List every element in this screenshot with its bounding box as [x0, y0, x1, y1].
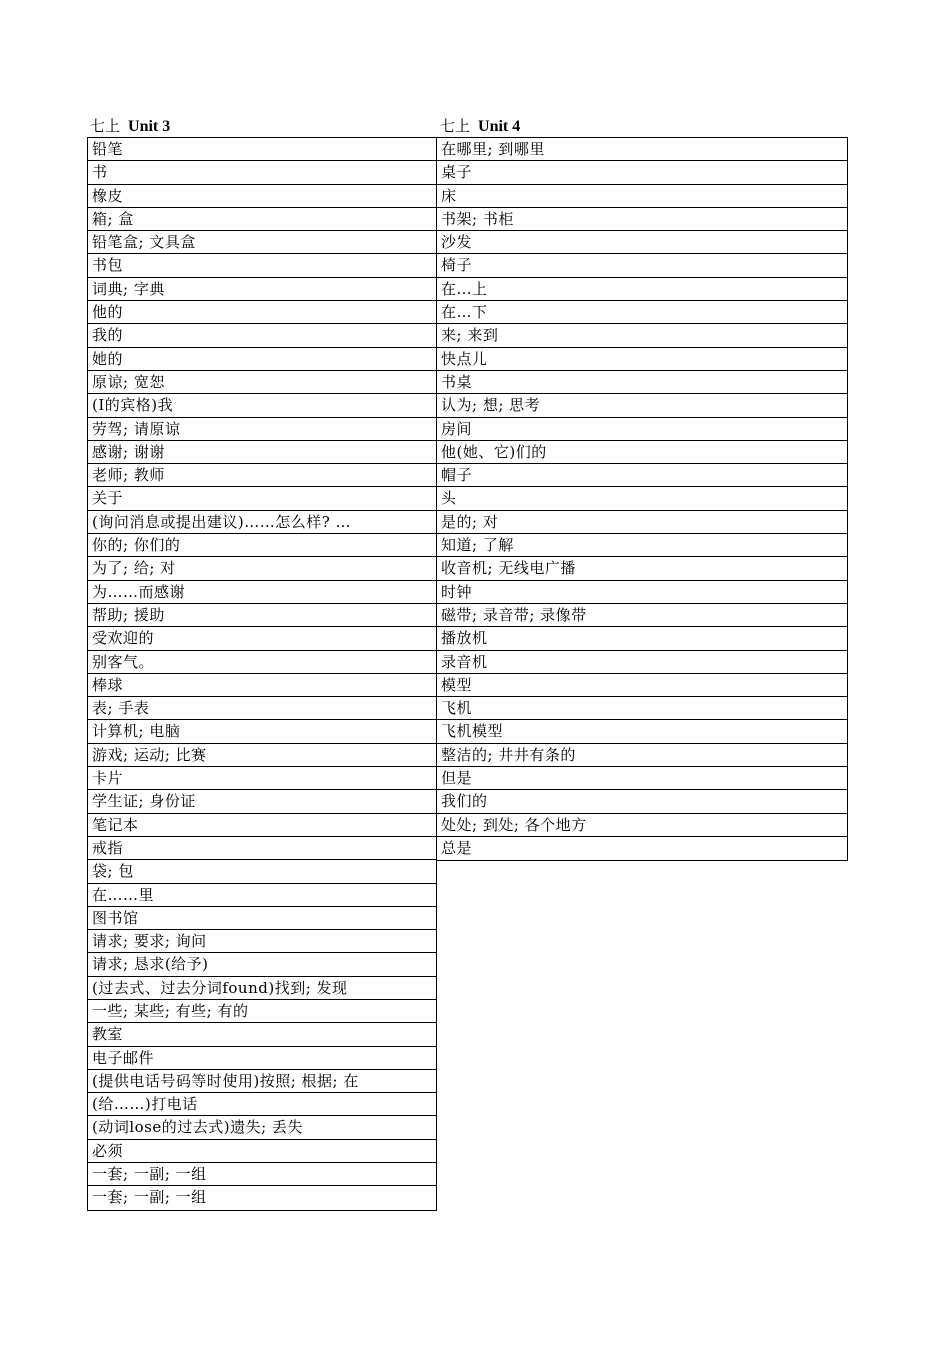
table-row: 表; 手表 — [88, 697, 436, 720]
table-row: 教室 — [88, 1023, 436, 1046]
table-row: 来; 来到 — [437, 324, 847, 347]
table-row: 知道; 了解 — [437, 534, 847, 557]
table-row: 橡皮 — [88, 185, 436, 208]
table-row: 游戏; 运动; 比赛 — [88, 744, 436, 767]
table-row: (I的宾格)我 — [88, 394, 436, 417]
table-row: 快点儿 — [437, 348, 847, 371]
table-row: 关于 — [88, 487, 436, 510]
table-row: 录音机 — [437, 651, 847, 674]
table-row: 感谢; 谢谢 — [88, 441, 436, 464]
table-row: 时钟 — [437, 581, 847, 604]
unit4-grade: 七上 — [440, 117, 471, 135]
table-row: (提供电话号码等时使用)按照; 根据; 在 — [88, 1070, 436, 1093]
table-row: 袋; 包 — [88, 860, 436, 883]
table-row: 请求; 要求; 询问 — [88, 930, 436, 953]
table-row: 一套; 一副; 一组 — [92, 1188, 207, 1207]
table-row: 认为; 想; 思考 — [437, 394, 847, 417]
table-row: (询问消息或提出建议)……怎么样? … — [88, 511, 436, 534]
table-row: 模型 — [437, 674, 847, 697]
table-row: 播放机 — [437, 627, 847, 650]
unit4-title: Unit 4 — [478, 118, 521, 135]
unit3-title: Unit 3 — [128, 118, 171, 135]
unit3-header — [87, 114, 437, 137]
table-row: 飞机 — [437, 697, 847, 720]
table-row: 劳驾; 请原谅 — [88, 418, 436, 441]
table-row: 戒指 — [88, 837, 436, 860]
table-row: 卡片 — [88, 767, 436, 790]
table-row: 头 — [437, 487, 847, 510]
table-row: 他的 — [88, 301, 436, 324]
unit4-vocab-table — [436, 137, 848, 861]
table-row: 书桌 — [437, 371, 847, 394]
table-row: 书包 — [88, 254, 436, 277]
unit4-column — [437, 114, 848, 861]
table-row: 磁带; 录音带; 录像带 — [437, 604, 847, 627]
table-row: 整洁的; 井井有条的 — [437, 744, 847, 767]
table-row: 书架; 书柜 — [437, 208, 847, 231]
table-row: 箱; 盒 — [88, 208, 436, 231]
table-row: 电子邮件 — [88, 1047, 436, 1070]
table-row: 房间 — [437, 418, 847, 441]
table-row: 为……而感谢 — [88, 581, 436, 604]
table-row: 笔记本 — [88, 814, 436, 837]
table-row: 受欢迎的 — [88, 627, 436, 650]
table-row: 老师; 教师 — [88, 464, 436, 487]
table-row: (给……)打电话 — [88, 1093, 436, 1116]
table-row: (过去式、过去分词found)找到; 发现 — [88, 977, 436, 1000]
table-row: 铅笔 — [88, 138, 436, 161]
unit3-column — [87, 114, 437, 1211]
unit3-grade: 七上 — [90, 117, 121, 135]
table-row: 请求; 恳求(给予) — [88, 953, 436, 976]
table-row: 帽子 — [437, 464, 847, 487]
table-row: 为了; 给; 对 — [88, 557, 436, 580]
table-row: 你的; 你们的 — [88, 534, 436, 557]
table-row: 学生证; 身份证 — [88, 790, 436, 813]
table-row: 一套; 一副; 一组 — [88, 1163, 436, 1186]
table-row: 她的 — [88, 348, 436, 371]
table-row: 原谅; 宽恕 — [88, 371, 436, 394]
table-row: 别客气。 — [88, 651, 436, 674]
table-row: 是的; 对 — [437, 511, 847, 534]
table-row: 床 — [437, 185, 847, 208]
table-row: 棒球 — [88, 674, 436, 697]
unit3-vocab-table — [87, 137, 437, 1211]
table-row: 桌子 — [437, 161, 847, 184]
table-row: 但是 — [437, 767, 847, 790]
table-row: 词典; 字典 — [88, 278, 436, 301]
table-row: 收音机; 无线电广播 — [437, 557, 847, 580]
table-row: 必须 — [88, 1140, 436, 1163]
table-row: 我的 — [88, 324, 436, 347]
table-row: 帮助; 援助 — [88, 604, 436, 627]
table-row: 铅笔盒; 文具盒 — [88, 231, 436, 254]
unit4-header — [437, 114, 848, 137]
table-row: 一些; 某些; 有些; 有的 — [88, 1000, 436, 1023]
table-row: 在…下 — [437, 301, 847, 324]
table-row: 椅子 — [437, 254, 847, 277]
table-row: 书 — [88, 161, 436, 184]
table-row: 他(她、它)们的 — [437, 441, 847, 464]
table-row: 计算机; 电脑 — [88, 720, 436, 743]
table-row: 总是 — [441, 838, 473, 857]
table-row: 在…上 — [437, 278, 847, 301]
table-row: 图书馆 — [88, 907, 436, 930]
table-row: (动词lose的过去式)遗失; 丢失 — [88, 1116, 436, 1139]
table-row: 在哪里; 到哪里 — [437, 138, 847, 161]
table-row: 处处; 到处; 各个地方 — [437, 814, 847, 837]
table-row: 沙发 — [437, 231, 847, 254]
table-row: 我们的 — [437, 790, 847, 813]
table-row: 在……里 — [88, 884, 436, 907]
table-row: 飞机模型 — [437, 720, 847, 743]
